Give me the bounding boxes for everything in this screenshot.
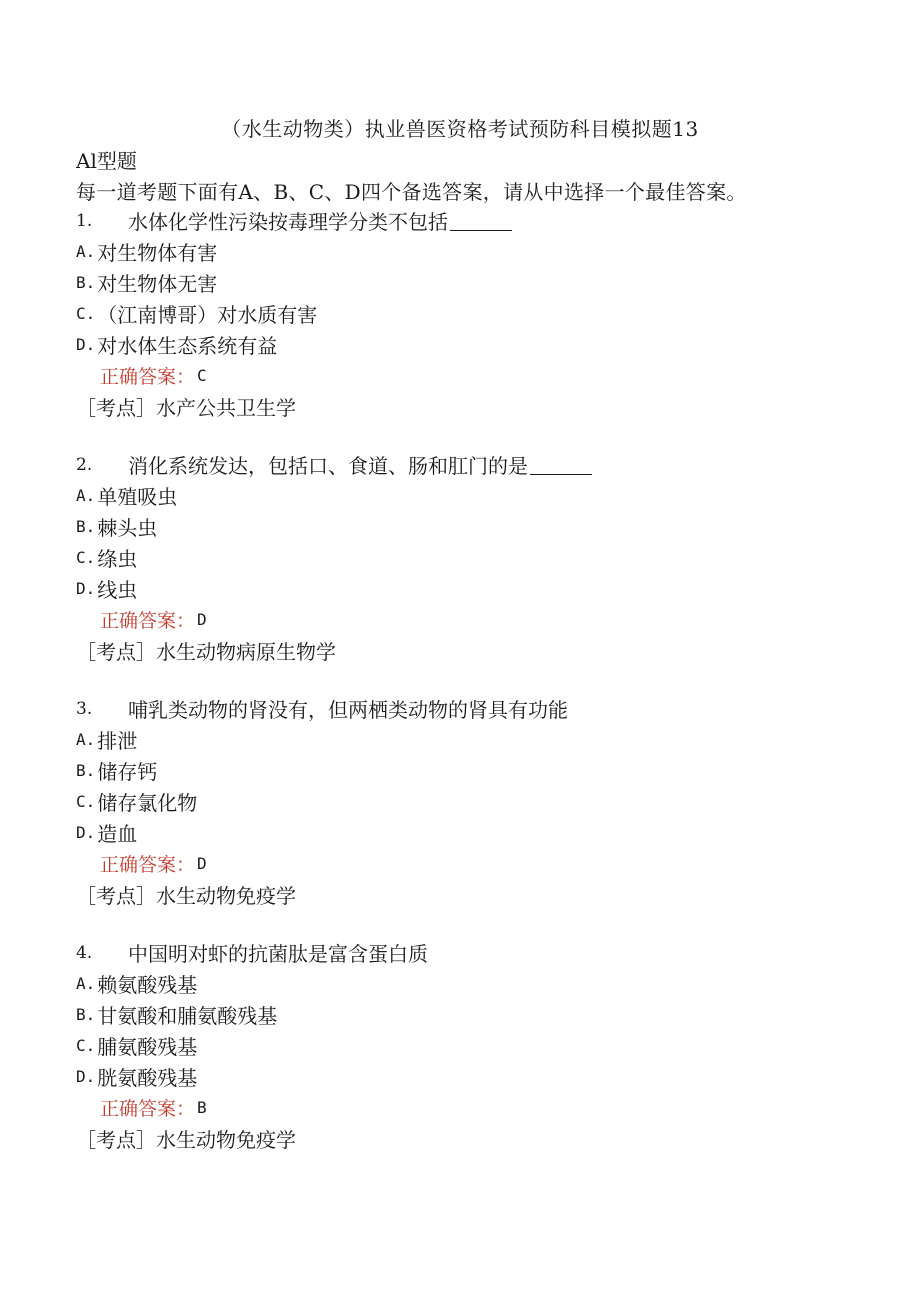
answer-label: 正确答案：: [100, 610, 196, 632]
option-letter: D.: [76, 1067, 96, 1086]
question-text: 水体化学性污染按毒理学分类不包括: [128, 210, 448, 234]
option-b: [76, 755, 876, 786]
option-c: [76, 1030, 876, 1061]
option-letter: B.: [76, 273, 96, 292]
option-text: 甘氨酸和脯氨酸残基: [97, 1004, 278, 1028]
document-title: （水生动物类）执业兽医资格考试预防科目模拟题13: [221, 117, 699, 141]
correct-answer: [76, 1092, 876, 1123]
answer-label: 正确答案：: [100, 366, 196, 388]
question-text: 哺乳类动物的肾没有，但两栖类动物的肾具有功能: [128, 698, 568, 722]
answer-label: 正确答案：: [100, 854, 196, 876]
option-a: [76, 236, 876, 267]
answer-value: C: [197, 366, 207, 385]
option-b: [76, 511, 876, 542]
question-stem: [76, 937, 876, 968]
option-letter: C.: [76, 1036, 96, 1055]
option-text: 排泄: [97, 729, 138, 753]
option-text: 对生物体有害: [97, 241, 218, 265]
option-letter: A.: [76, 242, 96, 261]
question-1: [76, 205, 876, 422]
option-text: 线虫: [97, 578, 138, 602]
option-c: [76, 298, 876, 329]
answer-value: D: [197, 610, 207, 629]
correct-answer: [76, 604, 876, 635]
option-letter: A.: [76, 974, 96, 993]
option-c: [76, 786, 876, 817]
question-text: 中国明对虾的抗菌肽是富含蛋白质: [128, 942, 428, 966]
option-text: 脯氨酸残基: [97, 1035, 198, 1059]
option-letter: C.: [76, 304, 96, 323]
answer-blank: [450, 210, 512, 231]
option-a: [76, 968, 876, 999]
question-number: 1.: [76, 210, 93, 231]
option-text: 棘头虫: [97, 516, 158, 540]
answer-blank: [530, 454, 592, 475]
correct-answer: [76, 360, 876, 391]
topic-line: ［考点］水生动物免疫学: [76, 1128, 296, 1152]
option-b: [76, 267, 876, 298]
question-text: 消化系统发达，包括口、食道、肠和肛门的是: [128, 454, 528, 478]
question-stem: [76, 693, 876, 724]
option-letter: A.: [76, 486, 96, 505]
option-letter: A.: [76, 730, 96, 749]
option-letter: D.: [76, 335, 96, 354]
option-text: 造血: [97, 822, 138, 846]
option-text: 单殖吸虫: [97, 485, 178, 509]
correct-answer: [76, 848, 876, 879]
option-letter: B.: [76, 517, 96, 536]
question-3: [76, 693, 876, 910]
option-text: 对水体生态系统有益: [97, 334, 278, 358]
option-text: 赖氨酸残基: [97, 973, 198, 997]
option-letter: D.: [76, 823, 96, 842]
option-text: 绦虫: [97, 547, 138, 571]
option-text: 储存钙: [97, 760, 158, 784]
answer-value: B: [197, 1098, 207, 1117]
question-number: 4.: [76, 942, 93, 963]
option-d: [76, 573, 876, 604]
question-list: [76, 205, 876, 1181]
option-d: [76, 1061, 876, 1092]
topic-line: ［考点］水生动物免疫学: [76, 884, 296, 908]
question-stem: [76, 449, 876, 480]
section-heading: Al型题: [76, 149, 137, 173]
answer-value: D: [197, 854, 207, 873]
option-text: 胱氨酸残基: [97, 1066, 198, 1090]
question-number: 3.: [76, 698, 93, 719]
question-stem: [76, 205, 876, 236]
option-b: [76, 999, 876, 1030]
option-text: 对生物体无害: [97, 272, 218, 296]
topic-line: ［考点］水生动物病原生物学: [76, 640, 336, 664]
question-4: [76, 937, 876, 1154]
option-a: [76, 724, 876, 755]
option-d: [76, 329, 876, 360]
option-text: 储存氯化物: [97, 791, 198, 815]
option-letter: D.: [76, 579, 96, 598]
option-a: [76, 480, 876, 511]
question-number: 2.: [76, 454, 93, 475]
option-c: [76, 542, 876, 573]
option-letter: B.: [76, 1005, 96, 1024]
instruction-text: 每一道考题下面有A、B、C、D四个备选答案，请从中选择一个最佳答案。: [76, 180, 747, 204]
option-d: [76, 817, 876, 848]
option-letter: C.: [76, 548, 96, 567]
option-letter: C.: [76, 792, 96, 811]
option-text: （江南博哥）对水质有害: [97, 303, 318, 327]
answer-label: 正确答案：: [100, 1098, 196, 1120]
option-letter: B.: [76, 761, 96, 780]
topic-line: ［考点］水产公共卫生学: [76, 396, 296, 420]
question-2: [76, 449, 876, 666]
